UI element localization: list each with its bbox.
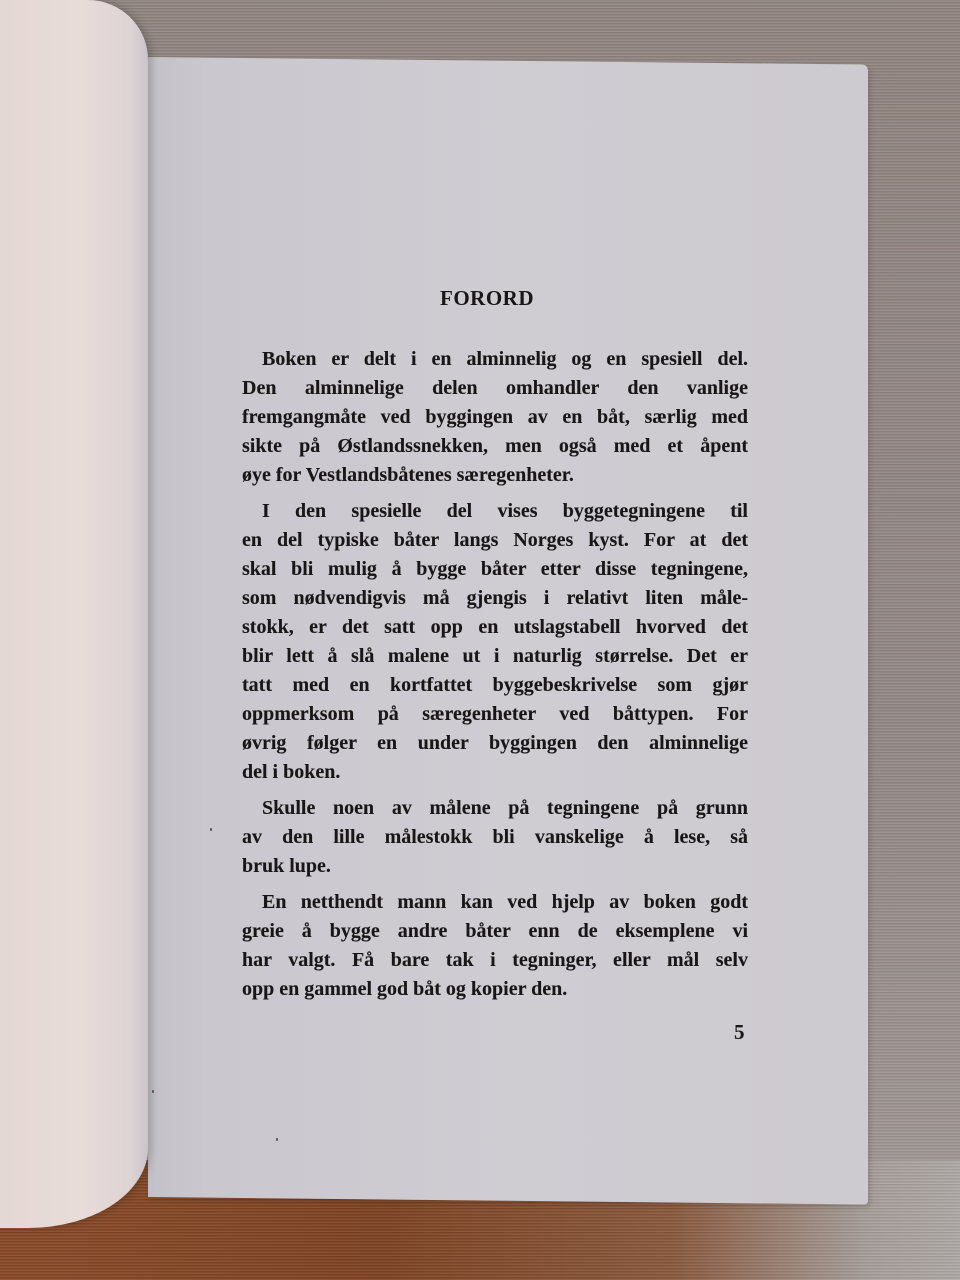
text-line: av den lille målestokk bli vanskelige å lese, så [242,826,748,848]
paragraph-1 [222,345,748,490]
text-line: en del typiske båter langs Norges kyst. For at det [242,529,748,551]
text-line: har valgt. Få bare tak i tegninger, eller mål selv [242,949,748,971]
text-line: del i boken. [242,761,341,783]
left-page-edge [0,0,148,1228]
text-line: øvrig følger en under byggingen den alminnelige [242,732,748,754]
text-line: skal bli mulig å bygge båter etter disse tegningene, [242,558,748,580]
paper-speck [276,1138,278,1141]
paragraph-3 [222,794,748,881]
text-line: som nødvendigvis må gjengis i relativt liten måle- [242,587,748,609]
paragraph-4 [222,888,748,1004]
text-line: fremgangmåte ved byggingen av en båt, særlig med [242,406,748,428]
chapter-title: FORORD [440,286,534,310]
paper-speck [152,1090,154,1093]
text-line: I den spesielle del vises byggetegningene til [262,500,748,522]
text-line: greie å bygge andre båter enn de eksemplene vi [242,920,748,942]
text-line: øye for Vestlandsbåtenes særegenheter. [242,464,574,486]
text-line: opp en gammel god båt og kopier den. [242,978,568,1000]
text-line: En netthendt mann kan ved hjelp av boken godt [262,891,748,913]
text-line: tatt med en kortfattet byggebeskrivelse som gjør [242,674,748,696]
text-line: Boken er delt i en alminnelig og en spesiell del. [262,348,748,370]
page-content [222,280,748,1011]
text-line: sikte på Østlandssnekken, men også med et åpent [242,435,748,457]
page-number: 5 [734,1020,745,1044]
text-line: blir lett å slå malene ut i naturlig størrelse. Det er [242,645,748,667]
text-line: Den alminnelige delen omhandler den vanlige [242,377,748,399]
paragraph-2 [222,497,748,787]
text-line: Skulle noen av målene på tegningene på grunn [262,797,748,819]
paper-speck [210,828,212,831]
text-line: oppmerksom på særegenheter ved båttypen. For [242,703,748,725]
text-line: bruk lupe. [242,855,331,877]
text-line: stokk, er det satt opp en utslagstabell hvorved det [242,616,748,638]
